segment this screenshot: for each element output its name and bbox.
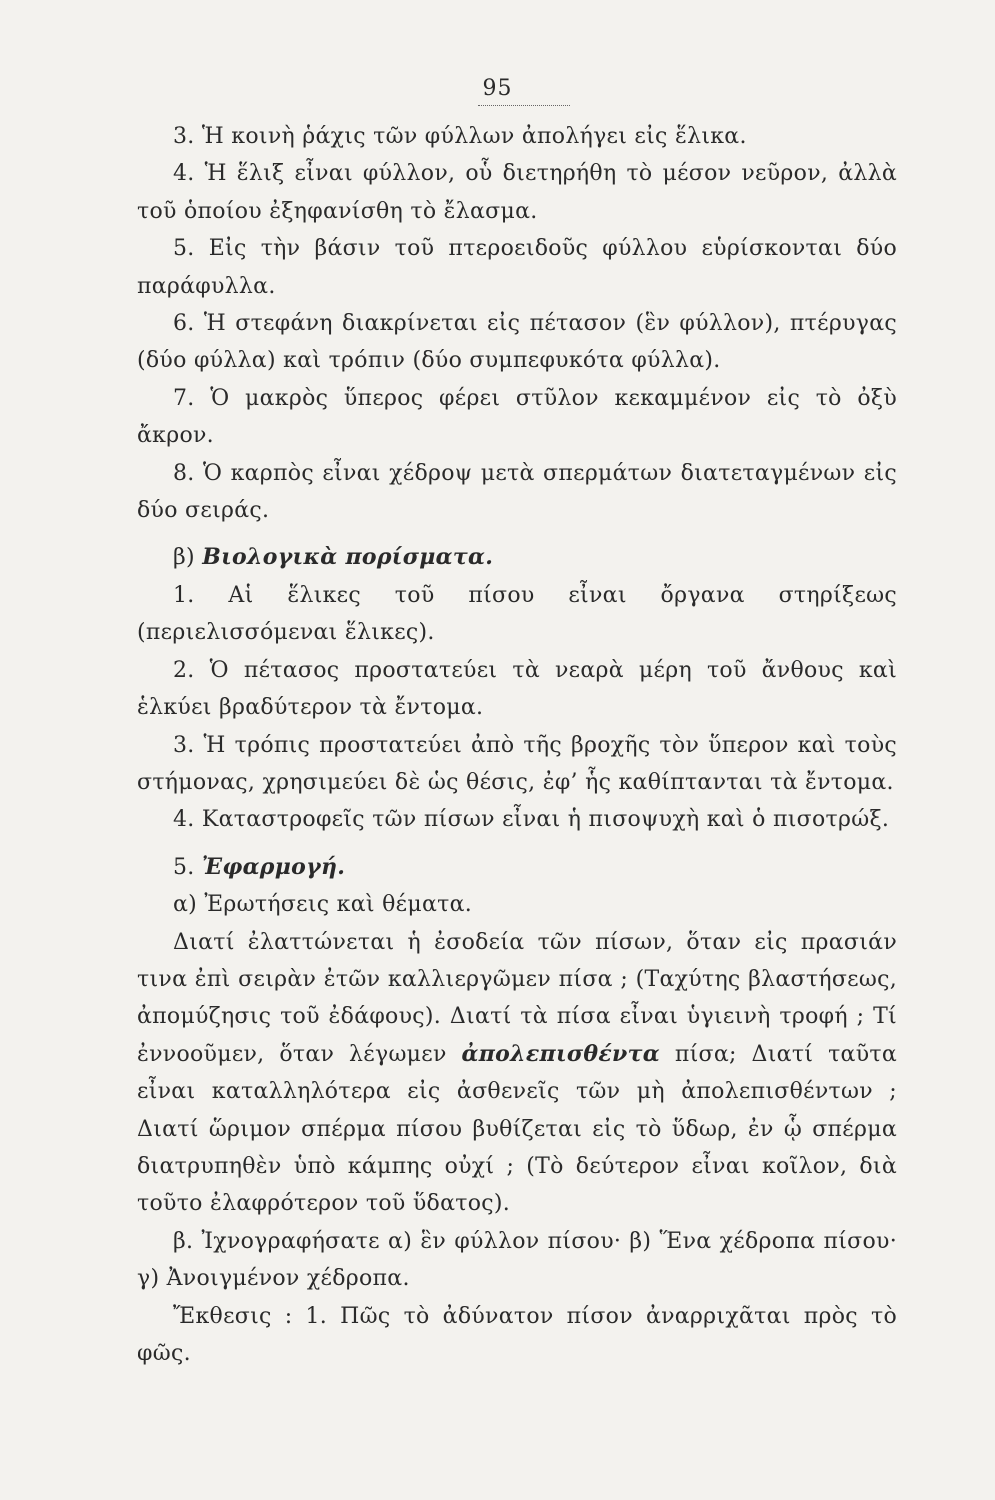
list-item: 3. Ἡ τρόπις προστατεύει ἀπὸ τῆς βροχῆς τὸν ὕπερον καὶ τοὺς στήμονας, χρησιμεύει δὲ ὡς θέσις, ἐφ’ ἧς καθίπτανται τὰ ἔντομα. xyxy=(137,732,897,795)
essay-task: Ἔκθεσις : 1. Πῶς τὸ ἀδύνατον πίσον ἀναρριχᾶται πρὸς τὸ φῶς. xyxy=(137,1303,897,1366)
list-item: 7. Ὁ μακρὸς ὕπερος φέρει στῦλον κεκαμμένον εἰς τὸ ὀξὺ ἄκρον. xyxy=(137,385,897,449)
emphasis-term: ἀπολεπισθέντα xyxy=(461,1040,660,1067)
section-heading-bio xyxy=(137,539,897,576)
page-number: 95 xyxy=(482,76,513,101)
list-item: 1. Αἱ ἕλικες τοῦ πίσου εἶναι ὄργανα στηρίξεως (περιελισσόμεναι ἕλικες). xyxy=(137,582,897,646)
list-item: 4. Ἡ ἕλιξ εἶναι φύλλον, οὗ διετηρήθη τὸ μέσον νεῦρον, ἀλλὰ τοῦ ὁποίου ἐξηφανίσθη τὸ ἔλασμα. xyxy=(137,161,897,224)
list-item: 3. Ἡ κοινὴ ῥάχις τῶν φύλλων ἀπολήγει εἰς ἕλικα. xyxy=(173,124,747,149)
questions-heading: α) Ἐρωτήσεις καὶ θέματα. xyxy=(173,892,473,918)
page-body xyxy=(137,118,897,1372)
section-prefix: β) xyxy=(173,545,195,571)
section-heading-application xyxy=(137,849,897,886)
questions-paragraph xyxy=(137,924,897,1223)
page-number-rule xyxy=(478,105,570,106)
list-item: 5. Εἰς τὴν βάσιν τοῦ πτεροειδοῦς φύλλου εὑρίσκονται δύο παράφυλλα. xyxy=(137,236,897,299)
questions-text-part1: Διατί ἐλαττώνεται ἡ ἐσοδεία τῶν πίσων, ὅταν εἰς πρασιάν τινα ἐπὶ σειρὰν ἐτῶν καλλιεργῶμεν πίσα ; (Ταχύτης βλαστήσεως, ἀπομύζησις τοῦ ἐδάφους). Διατί τὰ πίσα εἶναι ὑγιεινὴ τροφή ; Τί ἐννοοῦμεν, ὅταν λέγωμεν xyxy=(137,929,897,1067)
drawing-task: β. Ἰχνογραφήσατε α) ἓν φύλλον πίσου· β) Ἕνα χέδροπα πίσου· γ) Ἀνοιγμένον χέδροπα. xyxy=(137,1228,897,1292)
section-prefix: 5. xyxy=(173,854,195,880)
list-item: 4. Καταστροφεῖς τῶν πίσων εἶναι ἡ πισοψυχὴ καὶ ὁ πισοτρώξ. xyxy=(173,807,890,833)
list-item: 8. Ὁ καρπὸς εἶναι χέδροψ μετὰ σπερμάτων διατεταγμένων εἰς δύο σειράς. xyxy=(137,460,897,524)
list-item: 2. Ὁ πέτασος προστατεύει τὰ νεαρὰ μέρη τοῦ ἄνθους καὶ ἑλκύει βραδύτερον τὰ ἔντομα. xyxy=(137,657,897,721)
section-title: Βιολογικὰ πορίσματα. xyxy=(202,544,494,571)
questions-text-part2: πίσα; Διατί ταῦτα εἶναι καταλληλότερα εἰς ἀσθενεῖς τῶν μὴ ἀπολεπισθέντων ; Διατί ὥριμον σπέρμα πίσου βυθίζεται εἰς τὸ ὕδωρ, ἐν ᾧ σπέρμα διατρυπηθὲν ὑπὸ κάμπης οὐχί ; (Τὸ δεύτερον εἶναι κοῖλον, διὰ τοῦτο ἐλαφρότερον τοῦ ὕδατος). xyxy=(137,1041,898,1217)
section-title: Ἐφαρμογή. xyxy=(201,853,346,880)
list-item: 6. Ἡ στεφάνη διακρίνεται εἰς πέτασον (ἓν φύλλον), πτέρυγας (δύο φύλλα) καὶ τρόπιν (δύο συμπεφυκότα φύλλα). xyxy=(137,311,897,374)
